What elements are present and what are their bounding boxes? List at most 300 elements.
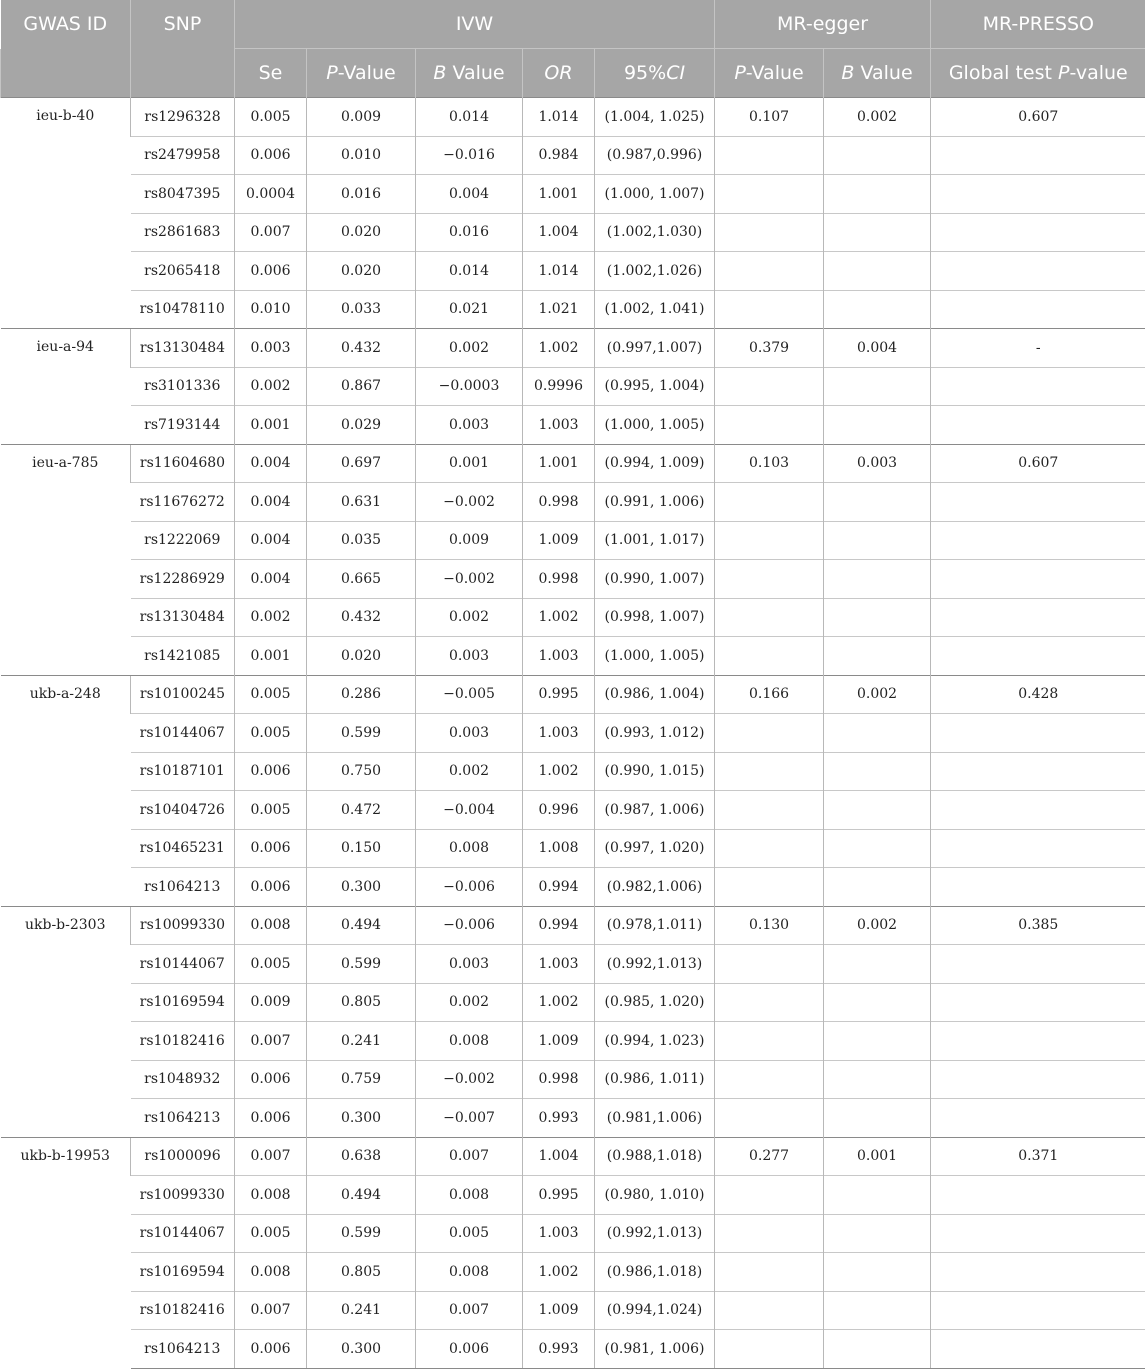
or-cell: 1.001 (523, 175, 595, 214)
table-row (1, 329, 1145, 368)
or-cell: 1.003 (523, 945, 595, 984)
se-cell: 0.006 (235, 136, 307, 175)
egger-p-value-cell (715, 406, 824, 445)
ci-cell: (0.986,1.018) (595, 1253, 715, 1292)
or-cell: 1.004 (523, 1137, 595, 1176)
se-cell: 0.006 (235, 252, 307, 291)
snp-cell: rs7193144 (131, 406, 235, 445)
se-cell: 0.003 (235, 329, 307, 368)
snp-cell: rs1222069 (131, 521, 235, 560)
egger-b-value-cell (824, 367, 931, 406)
egger-b-value-cell (824, 1022, 931, 1061)
or-cell: 1.003 (523, 637, 595, 676)
presso-global-test-cell (931, 521, 1145, 560)
snp-cell: rs10169594 (131, 983, 235, 1022)
ci-cell: (1.004, 1.025) (595, 98, 715, 137)
egger-b-value-cell: 0.003 (824, 444, 931, 483)
snp-cell: rs10182416 (131, 1022, 235, 1061)
snp-cell: rs1064213 (131, 868, 235, 907)
se-cell: 0.005 (235, 945, 307, 984)
se-cell: 0.006 (235, 1330, 307, 1369)
presso-global-test-cell: 0.607 (931, 98, 1145, 137)
or-cell: 0.998 (523, 483, 595, 522)
snp-cell: rs10144067 (131, 714, 235, 753)
ivw-b-value-cell: −0.002 (416, 483, 523, 522)
egger-p-value-cell (715, 945, 824, 984)
presso-global-test-cell (931, 1214, 1145, 1253)
table-header (1, 0, 1145, 98)
se-cell: 0.005 (235, 791, 307, 830)
egger-b-value-cell (824, 290, 931, 329)
ivw-p-value-cell: 0.494 (307, 1176, 416, 1215)
presso-global-test-cell: - (931, 329, 1145, 368)
egger-p-value-cell: 0.103 (715, 444, 824, 483)
ci-cell: (0.994,1.024) (595, 1291, 715, 1330)
egger-b-value-cell (824, 560, 931, 599)
ci-cell: (0.987,0.996) (595, 136, 715, 175)
egger-b-value-cell (824, 406, 931, 445)
header-ivw-p-value: P-Value (307, 49, 416, 98)
ci-cell: (0.990, 1.007) (595, 560, 715, 599)
ci-cell: (0.990, 1.015) (595, 752, 715, 791)
snp-cell: rs11604680 (131, 444, 235, 483)
egger-p-value-cell: 0.166 (715, 675, 824, 714)
egger-p-value-cell: 0.107 (715, 98, 824, 137)
ci-cell: (0.995, 1.004) (595, 367, 715, 406)
egger-b-value-cell (824, 1176, 931, 1215)
ci-cell: (1.002,1.030) (595, 213, 715, 252)
gwas-id-cell: ukb-a-248 (1, 675, 131, 906)
ci-cell: (1.000, 1.005) (595, 637, 715, 676)
table-row (1, 98, 1145, 137)
or-cell: 1.003 (523, 1214, 595, 1253)
table-row (1, 367, 1145, 406)
snp-cell: rs1064213 (131, 1099, 235, 1138)
snp-cell: rs8047395 (131, 175, 235, 214)
or-cell: 1.004 (523, 213, 595, 252)
ivw-b-value-cell: 0.005 (416, 1214, 523, 1253)
egger-p-value-cell (715, 290, 824, 329)
ivw-b-value-cell: 0.008 (416, 829, 523, 868)
presso-global-test-cell (931, 983, 1145, 1022)
presso-global-test-cell (931, 1022, 1145, 1061)
or-cell: 1.009 (523, 1022, 595, 1061)
egger-b-value-cell: 0.002 (824, 675, 931, 714)
se-cell: 0.009 (235, 983, 307, 1022)
se-cell: 0.005 (235, 714, 307, 753)
se-cell: 0.008 (235, 906, 307, 945)
egger-b-value-cell (824, 521, 931, 560)
or-cell: 0.998 (523, 560, 595, 599)
table-row (1, 406, 1145, 445)
se-cell: 0.006 (235, 829, 307, 868)
header-ivw: IVW (235, 0, 715, 49)
egger-b-value-cell: 0.002 (824, 906, 931, 945)
egger-p-value-cell (715, 175, 824, 214)
ci-cell: (0.992,1.013) (595, 1214, 715, 1253)
se-cell: 0.004 (235, 560, 307, 599)
presso-global-test-cell (931, 1330, 1145, 1369)
presso-global-test-cell: 0.428 (931, 675, 1145, 714)
ivw-p-value-cell: 0.029 (307, 406, 416, 445)
or-cell: 1.014 (523, 98, 595, 137)
se-cell: 0.005 (235, 1214, 307, 1253)
ci-cell: (0.985, 1.020) (595, 983, 715, 1022)
se-cell: 0.002 (235, 598, 307, 637)
ivw-b-value-cell: 0.002 (416, 752, 523, 791)
or-cell: 0.9996 (523, 367, 595, 406)
presso-global-test-cell (931, 1253, 1145, 1292)
ivw-p-value-cell: 0.241 (307, 1022, 416, 1061)
presso-global-test-cell (931, 175, 1145, 214)
se-cell: 0.001 (235, 406, 307, 445)
table-row (1, 1253, 1145, 1292)
ivw-b-value-cell: 0.007 (416, 1291, 523, 1330)
snp-cell: rs10144067 (131, 945, 235, 984)
ivw-p-value-cell: 0.010 (307, 136, 416, 175)
se-cell: 0.006 (235, 1099, 307, 1138)
snp-cell: rs12286929 (131, 560, 235, 599)
header-gwas-id: GWAS ID (1, 0, 131, 49)
egger-b-value-cell (824, 945, 931, 984)
table-row (1, 136, 1145, 175)
ivw-b-value-cell: 0.016 (416, 213, 523, 252)
egger-p-value-cell (715, 136, 824, 175)
or-cell: 0.994 (523, 906, 595, 945)
header-ivw-b-value: B Value (416, 49, 523, 98)
presso-global-test-cell (931, 1099, 1145, 1138)
ivw-p-value-cell: 0.009 (307, 98, 416, 137)
ivw-b-value-cell: 0.002 (416, 329, 523, 368)
table-row (1, 1291, 1145, 1330)
table-row (1, 829, 1145, 868)
presso-global-test-cell (931, 252, 1145, 291)
ivw-p-value-cell: 0.631 (307, 483, 416, 522)
or-cell: 1.002 (523, 752, 595, 791)
presso-global-test-cell (931, 714, 1145, 753)
snp-cell: rs10404726 (131, 791, 235, 830)
ivw-b-value-cell: 0.021 (416, 290, 523, 329)
snp-cell: rs13130484 (131, 598, 235, 637)
or-cell: 1.002 (523, 329, 595, 368)
egger-p-value-cell (715, 598, 824, 637)
egger-p-value-cell (715, 1291, 824, 1330)
gwas-id-cell: ukb-b-19953 (1, 1137, 131, 1368)
ivw-p-value-cell: 0.035 (307, 521, 416, 560)
egger-p-value-cell: 0.277 (715, 1137, 824, 1176)
ci-cell: (0.997, 1.020) (595, 829, 715, 868)
or-cell: 1.014 (523, 252, 595, 291)
table-row (1, 521, 1145, 560)
se-cell: 0.010 (235, 290, 307, 329)
snp-cell: rs2065418 (131, 252, 235, 291)
se-cell: 0.004 (235, 444, 307, 483)
table-row (1, 1099, 1145, 1138)
egger-b-value-cell (824, 1099, 931, 1138)
presso-global-test-cell (931, 290, 1145, 329)
presso-global-test-cell (931, 945, 1145, 984)
table-row (1, 175, 1145, 214)
presso-global-test-cell (931, 367, 1145, 406)
egger-p-value-cell: 0.130 (715, 906, 824, 945)
header-snp: SNP (131, 0, 235, 49)
table-row (1, 1022, 1145, 1061)
ivw-p-value-cell: 0.697 (307, 444, 416, 483)
table-row (1, 868, 1145, 907)
ivw-b-value-cell: −0.006 (416, 906, 523, 945)
or-cell: 0.994 (523, 868, 595, 907)
table-body (1, 98, 1145, 1369)
ivw-b-value-cell: −0.007 (416, 1099, 523, 1138)
presso-global-test-cell (931, 560, 1145, 599)
snp-cell: rs13130484 (131, 329, 235, 368)
presso-global-test-cell (931, 136, 1145, 175)
or-cell: 1.009 (523, 1291, 595, 1330)
egger-p-value-cell (715, 714, 824, 753)
or-cell: 1.002 (523, 1253, 595, 1292)
ivw-b-value-cell: 0.003 (416, 945, 523, 984)
or-cell: 1.003 (523, 406, 595, 445)
ivw-p-value-cell: 0.599 (307, 1214, 416, 1253)
egger-b-value-cell (824, 598, 931, 637)
ci-cell: (0.978,1.011) (595, 906, 715, 945)
snp-cell: rs10099330 (131, 1176, 235, 1215)
ci-cell: (0.988,1.018) (595, 1137, 715, 1176)
egger-b-value-cell: 0.002 (824, 98, 931, 137)
ci-cell: (1.002,1.026) (595, 252, 715, 291)
ivw-b-value-cell: 0.007 (416, 1137, 523, 1176)
egger-b-value-cell (824, 791, 931, 830)
table-row (1, 598, 1145, 637)
se-cell: 0.007 (235, 1137, 307, 1176)
ivw-p-value-cell: 0.599 (307, 945, 416, 984)
ivw-b-value-cell: 0.008 (416, 1022, 523, 1061)
egger-b-value-cell (824, 175, 931, 214)
se-cell: 0.008 (235, 1176, 307, 1215)
egger-p-value-cell (715, 521, 824, 560)
snp-cell: rs11676272 (131, 483, 235, 522)
presso-global-test-cell (931, 752, 1145, 791)
or-cell: 0.995 (523, 675, 595, 714)
egger-p-value-cell (715, 1022, 824, 1061)
snp-cell: rs10465231 (131, 829, 235, 868)
egger-p-value-cell (715, 829, 824, 868)
or-cell: 0.993 (523, 1330, 595, 1369)
se-cell: 0.007 (235, 1022, 307, 1061)
egger-p-value-cell (715, 983, 824, 1022)
or-cell: 0.984 (523, 136, 595, 175)
egger-b-value-cell (824, 483, 931, 522)
or-cell: 1.002 (523, 598, 595, 637)
ivw-p-value-cell: 0.150 (307, 829, 416, 868)
snp-cell: rs1421085 (131, 637, 235, 676)
ci-cell: (0.980, 1.010) (595, 1176, 715, 1215)
ci-cell: (0.981, 1.006) (595, 1330, 715, 1369)
table-row (1, 1176, 1145, 1215)
ivw-p-value-cell: 0.300 (307, 868, 416, 907)
table-row (1, 983, 1145, 1022)
egger-p-value-cell (715, 252, 824, 291)
table-row (1, 791, 1145, 830)
snp-cell: rs1296328 (131, 98, 235, 137)
ivw-b-value-cell: −0.004 (416, 791, 523, 830)
table-row (1, 290, 1145, 329)
ci-cell: (0.991, 1.006) (595, 483, 715, 522)
ivw-p-value-cell: 0.020 (307, 637, 416, 676)
snp-cell: rs10099330 (131, 906, 235, 945)
presso-global-test-cell (931, 637, 1145, 676)
ci-cell: (0.986, 1.011) (595, 1060, 715, 1099)
ivw-p-value-cell: 0.241 (307, 1291, 416, 1330)
ivw-p-value-cell: 0.300 (307, 1099, 416, 1138)
ivw-b-value-cell: −0.005 (416, 675, 523, 714)
ivw-p-value-cell: 0.867 (307, 367, 416, 406)
presso-global-test-cell: 0.385 (931, 906, 1145, 945)
header-se: Se (235, 49, 307, 98)
egger-b-value-cell: 0.001 (824, 1137, 931, 1176)
presso-global-test-cell (931, 791, 1145, 830)
header-mr-presso: MR-PRESSO (931, 0, 1145, 49)
se-cell: 0.005 (235, 675, 307, 714)
egger-b-value-cell (824, 868, 931, 907)
ivw-b-value-cell: 0.009 (416, 521, 523, 560)
table-row (1, 1060, 1145, 1099)
ivw-b-value-cell: 0.003 (416, 714, 523, 753)
snp-cell: rs10100245 (131, 675, 235, 714)
ci-cell: (0.992,1.013) (595, 945, 715, 984)
ivw-b-value-cell: −0.002 (416, 560, 523, 599)
gwas-id-cell: ieu-a-785 (1, 444, 131, 675)
egger-p-value-cell (715, 1253, 824, 1292)
table-row (1, 752, 1145, 791)
ivw-b-value-cell: 0.008 (416, 1176, 523, 1215)
ivw-p-value-cell: 0.020 (307, 213, 416, 252)
snp-cell: rs10144067 (131, 1214, 235, 1253)
ivw-b-value-cell: −0.002 (416, 1060, 523, 1099)
ci-cell: (0.982,1.006) (595, 868, 715, 907)
ivw-p-value-cell: 0.665 (307, 560, 416, 599)
egger-p-value-cell: 0.379 (715, 329, 824, 368)
egger-p-value-cell (715, 868, 824, 907)
egger-b-value-cell (824, 983, 931, 1022)
ivw-p-value-cell: 0.750 (307, 752, 416, 791)
egger-b-value-cell (824, 1214, 931, 1253)
ivw-p-value-cell: 0.805 (307, 1253, 416, 1292)
ivw-b-value-cell: 0.001 (416, 444, 523, 483)
snp-cell: rs2861683 (131, 213, 235, 252)
or-cell: 1.001 (523, 444, 595, 483)
ivw-p-value-cell: 0.494 (307, 906, 416, 945)
gwas-id-cell: ieu-a-94 (1, 329, 131, 445)
snp-cell: rs1000096 (131, 1137, 235, 1176)
ivw-p-value-cell: 0.020 (307, 252, 416, 291)
header-blank (131, 49, 235, 98)
se-cell: 0.004 (235, 521, 307, 560)
or-cell: 1.009 (523, 521, 595, 560)
ivw-p-value-cell: 0.432 (307, 598, 416, 637)
egger-b-value-cell (824, 1060, 931, 1099)
ci-cell: (1.001, 1.017) (595, 521, 715, 560)
ivw-p-value-cell: 0.599 (307, 714, 416, 753)
egger-p-value-cell (715, 213, 824, 252)
egger-b-value-cell (824, 714, 931, 753)
se-cell: 0.008 (235, 1253, 307, 1292)
egger-b-value-cell (824, 752, 931, 791)
header-egger-p-value: P-Value (715, 49, 824, 98)
ivw-p-value-cell: 0.432 (307, 329, 416, 368)
presso-global-test-cell (931, 1291, 1145, 1330)
egger-b-value-cell (824, 637, 931, 676)
table-row (1, 1214, 1145, 1253)
snp-cell: rs1048932 (131, 1060, 235, 1099)
table-row (1, 906, 1145, 945)
egger-p-value-cell (715, 791, 824, 830)
or-cell: 0.995 (523, 1176, 595, 1215)
ci-cell: (1.002, 1.041) (595, 290, 715, 329)
ivw-b-value-cell: 0.002 (416, 983, 523, 1022)
table-row (1, 444, 1145, 483)
egger-p-value-cell (715, 1214, 824, 1253)
table-row (1, 1137, 1145, 1176)
ivw-p-value-cell: 0.016 (307, 175, 416, 214)
or-cell: 1.003 (523, 714, 595, 753)
ivw-b-value-cell: 0.003 (416, 637, 523, 676)
egger-b-value-cell (824, 1291, 931, 1330)
ci-cell: (0.981,1.006) (595, 1099, 715, 1138)
egger-p-value-cell (715, 752, 824, 791)
header-blank (1, 49, 131, 98)
ivw-p-value-cell: 0.286 (307, 675, 416, 714)
ivw-b-value-cell: 0.014 (416, 252, 523, 291)
table-row (1, 637, 1145, 676)
se-cell: 0.006 (235, 1060, 307, 1099)
egger-b-value-cell (824, 829, 931, 868)
egger-p-value-cell (715, 367, 824, 406)
header-or: OR (523, 49, 595, 98)
presso-global-test-cell (931, 406, 1145, 445)
header-global-test: Global test P-value (931, 49, 1145, 98)
presso-global-test-cell (931, 1060, 1145, 1099)
presso-global-test-cell (931, 829, 1145, 868)
ivw-p-value-cell: 0.300 (307, 1330, 416, 1369)
ci-cell: (0.994, 1.023) (595, 1022, 715, 1061)
egger-p-value-cell (715, 560, 824, 599)
ci-cell: (1.000, 1.007) (595, 175, 715, 214)
ivw-p-value-cell: 0.638 (307, 1137, 416, 1176)
header-egger-b-value: B Value (824, 49, 931, 98)
presso-global-test-cell: 0.607 (931, 444, 1145, 483)
egger-p-value-cell (715, 1060, 824, 1099)
egger-p-value-cell (715, 1176, 824, 1215)
ivw-b-value-cell: 0.014 (416, 98, 523, 137)
egger-p-value-cell (715, 1330, 824, 1369)
gwas-id-cell: ukb-b-2303 (1, 906, 131, 1137)
ci-cell: (0.993, 1.012) (595, 714, 715, 753)
egger-p-value-cell (715, 1099, 824, 1138)
se-cell: 0.007 (235, 1291, 307, 1330)
se-cell: 0.007 (235, 213, 307, 252)
or-cell: 0.993 (523, 1099, 595, 1138)
table-row (1, 675, 1145, 714)
ivw-p-value-cell: 0.472 (307, 791, 416, 830)
snp-cell: rs10187101 (131, 752, 235, 791)
ivw-b-value-cell: −0.016 (416, 136, 523, 175)
ivw-b-value-cell: −0.0003 (416, 367, 523, 406)
se-cell: 0.0004 (235, 175, 307, 214)
presso-global-test-cell (931, 213, 1145, 252)
or-cell: 0.996 (523, 791, 595, 830)
egger-p-value-cell (715, 637, 824, 676)
